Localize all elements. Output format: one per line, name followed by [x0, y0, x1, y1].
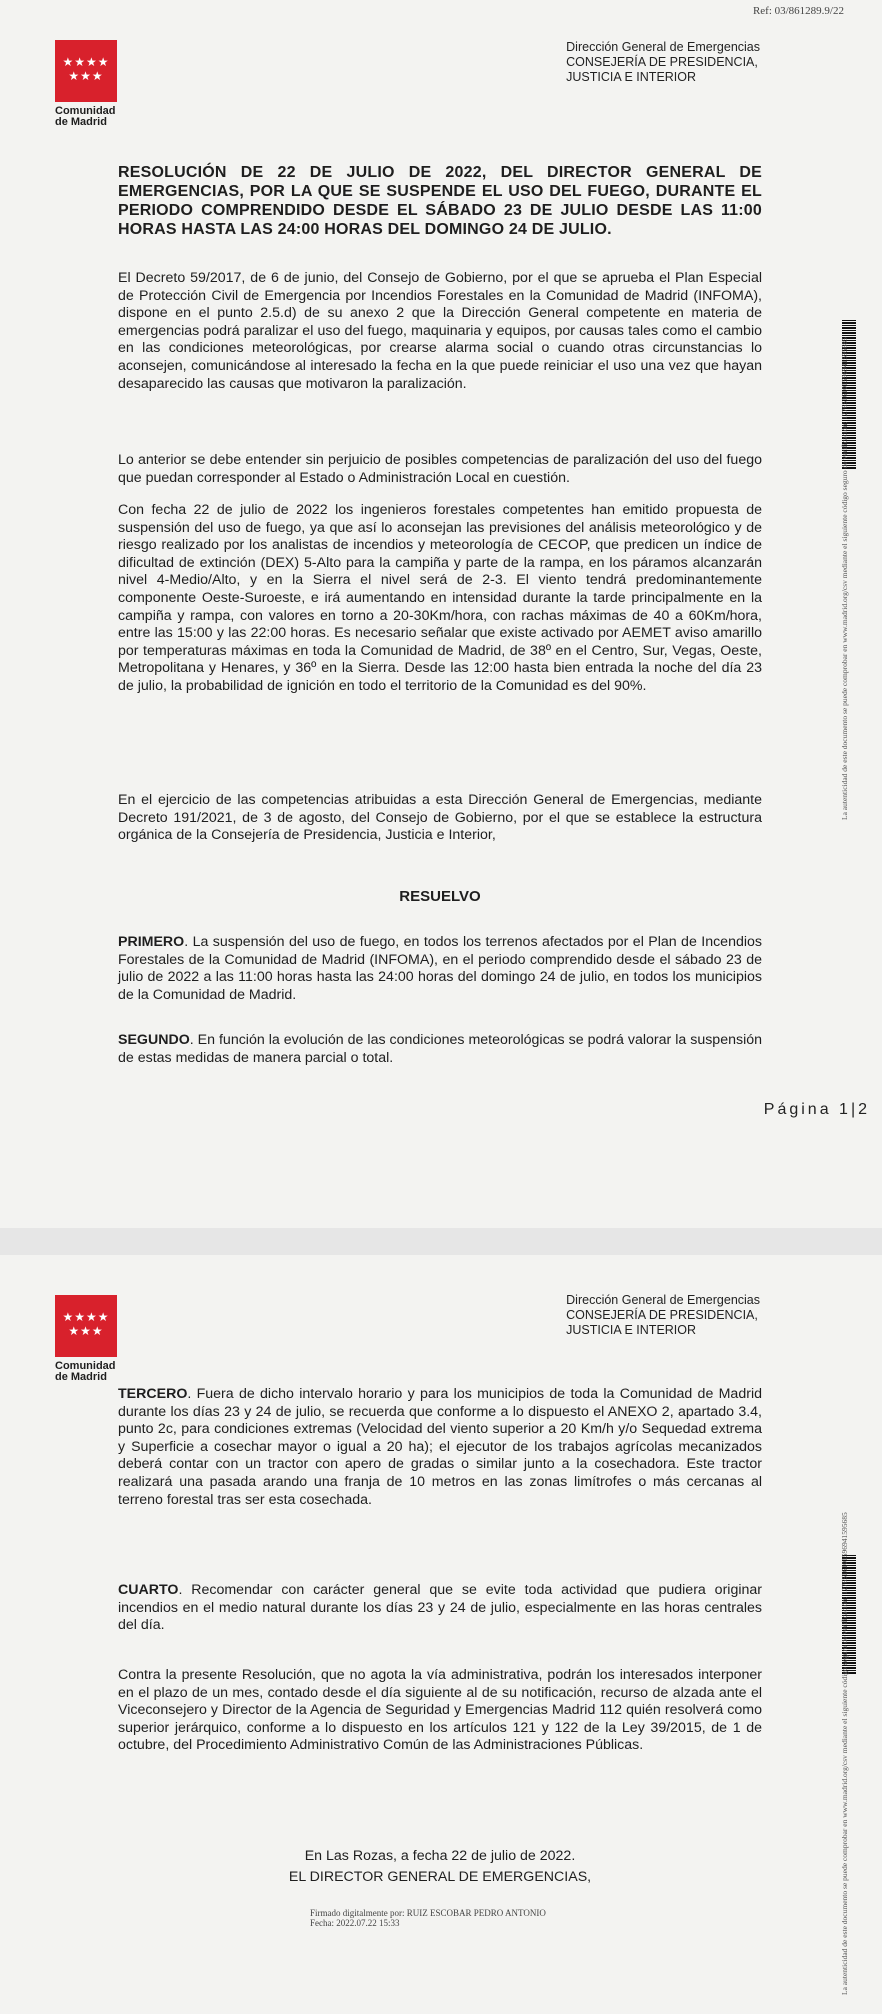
- reference-number: Ref: 03/861289.9/22: [752, 5, 844, 17]
- paragraph-tercero: TERCERO. Fuera de dicho intervalo horario y para los municipios de toda la Comunidad de Madrid durante los días 23 y 24 de julio, se recuerda que conforme a lo dispuesto el ANEXO 2, apartado 3.4, punto 2c, para condiciones extremas (Velocidad del viento superior a 20 Km/h y/o Sequedad extrema y Superficie a cosechar mayor o igual a 20 ha); el ejecutor de los trabajos agrícolas mecanizados deberá contar con un tractor con apero de gradas o similar junto a la cosechadora. Este tractor realizará una pasada arando una franja de 10 metros en las zonas limítrofes o más cercanas al terreno forestal tras ser esta cosechada.: [118, 1386, 762, 1508]
- logo-stars-top: ★★★★: [62, 55, 110, 69]
- department-header: Dirección General de Emergencias CONSEJERÍA DE PRESIDENCIA, JUSTICIA E INTERIOR: [566, 1293, 760, 1337]
- paragraph-primero: PRIMERO. La suspensión del uso de fuego, en todos los terrenos afectados por el Plan de Incendios Forestales de la Comunidad de Madrid (INFOMA), en el periodo comprendido desde el sábado 23 de julio de 2022 a las 11:00 horas hasta las 24:00 horas del domingo 24 de julio, en todos los municipios de la Comunidad de Madrid.: [118, 934, 762, 1003]
- verification-text: La autenticidad de este documento se puede comprobar en www.madrid.org/csv mediante el siguiente código seguro de verificación: 1276516101596941595685: [840, 337, 849, 820]
- signature-timestamp: Fecha: 2022.07.22 15:33: [310, 1918, 400, 1928]
- verification-sidebar: [838, 320, 864, 840]
- page-number: Página 1|2: [763, 1101, 870, 1118]
- logo-flag: [55, 1295, 117, 1357]
- logo-stars-bottom: ★★★: [68, 1324, 104, 1338]
- paragraph-decreto: El Decreto 59/2017, de 6 de junio, del Consejo de Gobierno, por el que se aprueba el Plan Especial de Protección Civil de Emergencia por Incendios Forestales en la Comunidad de Madrid (INFOMA), dispone en el punto 2.5.d) de su anexo 2 que la Dirección General competente en materia de emergencias podrá paralizar el uso del fuego, maquinaria y equipos, por causas tales como el cambio en las condiciones meteorológicas, por crearse alarma social o cuando otras circunstancias lo aconsejen, comunicándose al interesado la fecha en la que puede reiniciar el uso una vez que hayan desaparecido las causas que motivaron la paralización.: [118, 270, 762, 392]
- tercero-label: TERCERO: [118, 1386, 188, 1402]
- resolution-title: RESOLUCIÓN DE 22 DE JULIO DE 2022, DEL DIRECTOR GENERAL DE EMERGENCIAS, POR LA QUE SE SUSPENDE EL USO DEL FUEGO, DURANTE EL PERIODO COMPRENDIDO DESDE EL SÁBADO 23 DE JULIO DESDE LAS 11:00 HORAS HASTA LAS 24:00 HORAS DEL DOMINGO 24 DE JULIO.: [118, 164, 762, 238]
- logo-stars-bottom: ★★★: [68, 69, 104, 83]
- paragraph-propuesta: Con fecha 22 de julio de 2022 los ingenieros forestales competentes han emitido propuesta de suspensión del uso de fuego, ya que así lo aconsejan las previsiones del análisis meteorológico y de riesgo realizado por los analistas de incendios y meteorología de CECOP, que predicen un índice de dificultad de extinción (DEX) 5-Alto para la campiña y parte de la rampa, en los páramos alcanzarán nivel 4-Medio/Alto, y en la Sierra el nivel será de 2-3. El viento tendrá predominantemente componente Oeste-Suroeste, e irá aumentando en intensidad durante la tarde principalmente en la campiña y rampa, con valores en torno a 20-30Km/hora, con rachas máximas de 40 a 60Km/hora, entre las 15:00 y las 22:00 horas. Es necesario señalar que existe activado por AEMET aviso amarillo por temperaturas máximas en toda la Comunidad de Madrid, de 38º en el Centro, Sur, Vegas, Oeste, Metropolitana y Henares, y 36º en la Sierra. Desde las 12:00 hasta bien entrada la noche del día 23 de julio, la probabilidad de ignición en todo el territorio de la Comunidad es del 90%.: [118, 502, 762, 694]
- paragraph-ejercicio: En el ejercicio de las competencias atribuidas a esta Dirección General de Emergencias, mediante Decreto 191/2021, de 3 de agosto, del Consejo de Gobierno, por el que se establece la estructura orgánica de la Consejería de Presidencia, Justicia e Interior,: [118, 792, 762, 844]
- department-header: Dirección General de Emergencias CONSEJERÍA DE PRESIDENCIA, JUSTICIA E INTERIOR: [566, 40, 760, 84]
- logo-name: Comunidad de Madrid: [55, 105, 116, 128]
- verification-sidebar: [838, 1512, 864, 1995]
- cuarto-label: CUARTO: [118, 1582, 179, 1598]
- logo-flag: [55, 40, 117, 102]
- logo-stars-top: ★★★★: [62, 1310, 110, 1324]
- resuelvo-heading: RESUELVO: [399, 888, 481, 905]
- signature-title: EL DIRECTOR GENERAL DE EMERGENCIAS,: [288, 1869, 592, 1885]
- logo-name: Comunidad de Madrid: [55, 1360, 116, 1383]
- comunidad-madrid-logo: [55, 40, 125, 128]
- paragraph-segundo: SEGUNDO. En función la evolución de las condiciones meteorológicas se podrá valorar la suspensión de estas medidas de manera parcial o total.: [118, 1032, 762, 1066]
- paragraph-competencias: Lo anterior se debe entender sin perjuicio de posibles competencias de paralización del uso del fuego que puedan corresponder al Estado o Administración Local en cuestión.: [118, 452, 762, 486]
- segundo-label: SEGUNDO: [118, 1032, 190, 1048]
- primero-label: PRIMERO: [118, 934, 185, 950]
- paragraph-recurso: Contra la presente Resolución, que no agota la vía administrativa, podrán los interesados interponer en el plazo de un mes, contado desde el día siguiente al de su notificación, recurso de alzada ante el Viceconsejero y Director de la Agencia de Seguridad y Emergencias Madrid 112 quién resolverá como superior jerárquico, conforme a lo dispuesto en los artículos 121 y 122 de la Ley 39/2015, de 1 de octubre, del Procedimiento Administrativo Común de las Administraciones Públicas.: [118, 1667, 762, 1754]
- digital-signature: Firmado digitalmente por: RUIZ ESCOBAR PEDRO ANTONIO: [310, 1908, 546, 1918]
- paragraph-cuarto: CUARTO. Recomendar con carácter general que se evite toda actividad que pudiera originar incendios en el medio natural durante los días 23 y 24 de julio, especialmente en las horas centrales del día.: [118, 1582, 762, 1634]
- signature-date: En Las Rozas, a fecha 22 de julio de 2022.: [304, 1848, 576, 1864]
- document-page-2: [0, 1255, 882, 2014]
- comunidad-madrid-logo: [55, 1295, 125, 1383]
- verification-text: La autenticidad de este documento se puede comprobar en www.madrid.org/csv mediante el siguiente código seguro de verificación: 1276516101596941595685: [840, 1512, 849, 1995]
